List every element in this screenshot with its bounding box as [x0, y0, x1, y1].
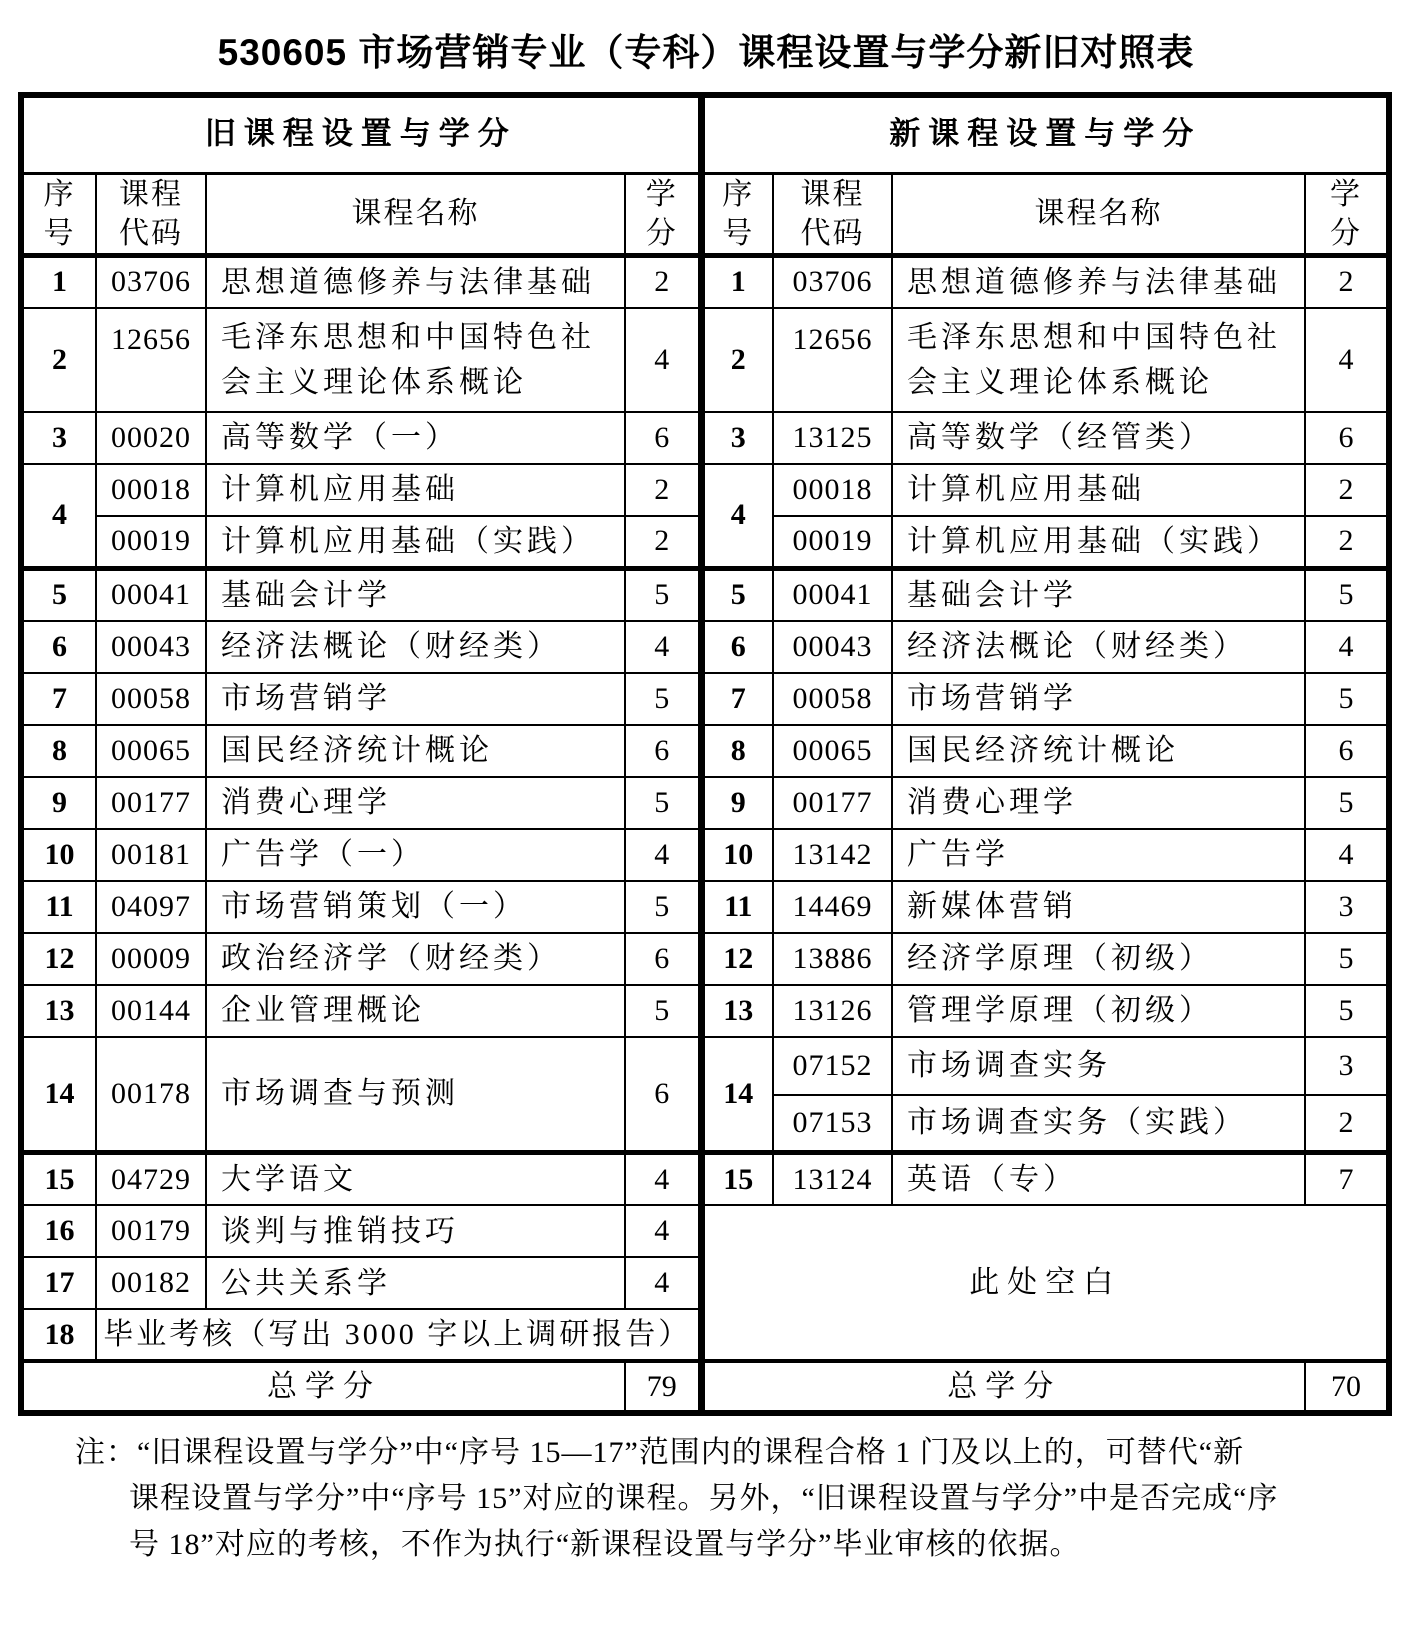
- new-r14a-code: 07152: [773, 1037, 892, 1095]
- new-r13-name: 管理学原理（初级）: [892, 985, 1305, 1037]
- new-r10-no: 10: [701, 829, 773, 881]
- old-r6-credit: 4: [625, 621, 701, 673]
- table-row: [21, 881, 1389, 933]
- table-row: [21, 777, 1389, 829]
- old-r12-name: 政治经济学（财经类）: [206, 933, 625, 985]
- old-col-header-no: 序号: [21, 173, 96, 255]
- old-r14-code: 00178: [96, 1037, 206, 1153]
- new-r1-name: 思想道德修养与法律基础: [892, 255, 1305, 308]
- old-r11-name: 市场营销策划（一）: [206, 881, 625, 933]
- old-r12-no: 12: [21, 933, 96, 985]
- table-row: [21, 1153, 1389, 1206]
- new-r5-name: 基础会计学: [892, 568, 1305, 621]
- new-r12-credit: 5: [1305, 933, 1389, 985]
- old-r4a-name: 计算机应用基础: [206, 464, 625, 516]
- table-row: [21, 464, 1389, 516]
- old-r3-no: 3: [21, 412, 96, 464]
- old-total-label: 总学分: [21, 1361, 625, 1413]
- old-r13-code: 00144: [96, 985, 206, 1037]
- table-row: [21, 412, 1389, 464]
- table-row: [21, 568, 1389, 621]
- new-r9-code: 00177: [773, 777, 892, 829]
- old-r4b-credit: 2: [625, 516, 701, 569]
- new-r8-no: 8: [701, 725, 773, 777]
- new-r5-credit: 5: [1305, 568, 1389, 621]
- old-r8-name: 国民经济统计概论: [206, 725, 625, 777]
- table-row: [21, 255, 1389, 308]
- new-r4a-credit: 2: [1305, 464, 1389, 516]
- footnote-line-2: 课程设置与学分”中“序号 15”对应的课程。另外，“旧课程设置与学分”中是否完成“序: [129, 1482, 1279, 1515]
- total-row: [21, 1361, 1389, 1413]
- old-r6-no: 6: [21, 621, 96, 673]
- old-r17-code: 00182: [96, 1257, 206, 1309]
- new-r2-credit: 4: [1305, 308, 1389, 412]
- old-total-value: 79: [625, 1361, 701, 1413]
- old-r1-credit: 2: [625, 255, 701, 308]
- new-r7-code: 00058: [773, 673, 892, 725]
- new-r2-code: 12656: [773, 308, 892, 412]
- new-blank-cell: 此处空白: [701, 1205, 1389, 1361]
- old-r16-credit: 4: [625, 1205, 701, 1257]
- new-r13-code: 13126: [773, 985, 892, 1037]
- new-r5-code: 00041: [773, 568, 892, 621]
- old-r2-code: 12656: [96, 308, 206, 412]
- old-r10-code: 00181: [96, 829, 206, 881]
- old-col-header-code: 课程代码: [96, 173, 206, 255]
- old-r1-no: 1: [21, 255, 96, 308]
- new-r12-code: 13886: [773, 933, 892, 985]
- old-r4-no: 4: [21, 464, 96, 569]
- new-r14b-name: 市场调查实务（实践）: [892, 1095, 1305, 1153]
- old-r9-code: 00177: [96, 777, 206, 829]
- old-r6-name: 经济法概论（财经类）: [206, 621, 625, 673]
- old-r4a-code: 00018: [96, 464, 206, 516]
- old-r15-no: 15: [21, 1153, 96, 1206]
- table-row: [21, 673, 1389, 725]
- new-r14-no: 14: [701, 1037, 773, 1153]
- new-r14a-name: 市场调查实务: [892, 1037, 1305, 1095]
- page-title: 530605 市场营销专业（专科）课程设置与学分新旧对照表: [217, 32, 1195, 73]
- new-r4a-code: 00018: [773, 464, 892, 516]
- old-r13-credit: 5: [625, 985, 701, 1037]
- old-col-header-name: 课程名称: [206, 173, 625, 255]
- new-r13-credit: 5: [1305, 985, 1389, 1037]
- new-r15-credit: 7: [1305, 1153, 1389, 1206]
- old-r13-name: 企业管理概论: [206, 985, 625, 1037]
- new-r4b-credit: 2: [1305, 516, 1389, 569]
- old-r7-no: 7: [21, 673, 96, 725]
- new-r1-credit: 2: [1305, 255, 1389, 308]
- new-r2-no: 2: [701, 308, 773, 412]
- new-r6-credit: 4: [1305, 621, 1389, 673]
- table-row: [21, 725, 1389, 777]
- table-row: [21, 985, 1389, 1037]
- old-col-header-credit: 学分: [625, 173, 701, 255]
- new-total-label: 总学分: [701, 1361, 1305, 1413]
- new-r7-name: 市场营销学: [892, 673, 1305, 725]
- old-r10-credit: 4: [625, 829, 701, 881]
- new-r7-no: 7: [701, 673, 773, 725]
- new-r1-code: 03706: [773, 255, 892, 308]
- new-r6-no: 6: [701, 621, 773, 673]
- old-r15-credit: 4: [625, 1153, 701, 1206]
- new-r4-no: 4: [701, 464, 773, 569]
- new-r14b-credit: 2: [1305, 1095, 1389, 1153]
- old-r10-name: 广告学（一）: [206, 829, 625, 881]
- old-r2-name: 毛泽东思想和中国特色社会主义理论体系概论: [206, 308, 625, 412]
- new-r8-code: 00065: [773, 725, 892, 777]
- new-r3-name: 高等数学（经管类）: [892, 412, 1305, 464]
- new-r12-name: 经济学原理（初级）: [892, 933, 1305, 985]
- new-r14b-code: 07153: [773, 1095, 892, 1153]
- new-r14a-credit: 3: [1305, 1037, 1389, 1095]
- new-total-value: 70: [1305, 1361, 1389, 1413]
- old-r12-code: 00009: [96, 933, 206, 985]
- new-r3-credit: 6: [1305, 412, 1389, 464]
- new-r4a-name: 计算机应用基础: [892, 464, 1305, 516]
- footnote: [75, 1430, 1355, 1568]
- old-r7-credit: 5: [625, 673, 701, 725]
- new-r15-no: 15: [701, 1153, 773, 1206]
- new-r11-code: 14469: [773, 881, 892, 933]
- new-r8-name: 国民经济统计概论: [892, 725, 1305, 777]
- new-r10-code: 13142: [773, 829, 892, 881]
- old-r11-code: 04097: [96, 881, 206, 933]
- old-r7-name: 市场营销学: [206, 673, 625, 725]
- old-r4b-name: 计算机应用基础（实践）: [206, 516, 625, 569]
- old-r15-code: 04729: [96, 1153, 206, 1206]
- new-r9-name: 消费心理学: [892, 777, 1305, 829]
- new-r1-no: 1: [701, 255, 773, 308]
- new-section-header: 新课程设置与学分: [701, 95, 1389, 173]
- new-r9-credit: 5: [1305, 777, 1389, 829]
- new-r6-code: 00043: [773, 621, 892, 673]
- new-r4b-code: 00019: [773, 516, 892, 569]
- old-r1-name: 思想道德修养与法律基础: [206, 255, 625, 308]
- old-r17-credit: 4: [625, 1257, 701, 1309]
- new-col-header-code: 课程代码: [773, 173, 892, 255]
- new-r13-no: 13: [701, 985, 773, 1037]
- old-r17-name: 公共关系学: [206, 1257, 625, 1309]
- new-col-header-name: 课程名称: [892, 173, 1305, 255]
- old-r9-credit: 5: [625, 777, 701, 829]
- old-r7-code: 00058: [96, 673, 206, 725]
- old-r1-code: 03706: [96, 255, 206, 308]
- old-r12-credit: 6: [625, 933, 701, 985]
- old-r5-credit: 5: [625, 568, 701, 621]
- old-r5-no: 5: [21, 568, 96, 621]
- old-r4a-credit: 2: [625, 464, 701, 516]
- new-r11-name: 新媒体营销: [892, 881, 1305, 933]
- new-r6-name: 经济法概论（财经类）: [892, 621, 1305, 673]
- table-row: [21, 308, 1389, 412]
- old-r15-name: 大学语文: [206, 1153, 625, 1206]
- old-r13-no: 13: [21, 985, 96, 1037]
- old-r3-name: 高等数学（一）: [206, 412, 625, 464]
- old-r18-no: 18: [21, 1309, 96, 1361]
- new-r15-name: 英语（专）: [892, 1153, 1305, 1206]
- new-r8-credit: 6: [1305, 725, 1389, 777]
- comparison-table: [18, 92, 1392, 1416]
- new-r4b-name: 计算机应用基础（实践）: [892, 516, 1305, 569]
- old-r8-code: 00065: [96, 725, 206, 777]
- old-r4b-code: 00019: [96, 516, 206, 569]
- new-col-header-no: 序号: [701, 173, 773, 255]
- new-r10-name: 广告学: [892, 829, 1305, 881]
- old-r11-no: 11: [21, 881, 96, 933]
- new-r2-name: 毛泽东思想和中国特色社会主义理论体系概论: [892, 308, 1305, 412]
- new-r3-no: 3: [701, 412, 773, 464]
- old-r2-credit: 4: [625, 308, 701, 412]
- old-r3-credit: 6: [625, 412, 701, 464]
- table-row: [21, 1037, 1389, 1095]
- new-r3-code: 13125: [773, 412, 892, 464]
- new-r7-credit: 5: [1305, 673, 1389, 725]
- old-r14-no: 14: [21, 1037, 96, 1153]
- old-r6-code: 00043: [96, 621, 206, 673]
- new-r12-no: 12: [701, 933, 773, 985]
- old-r14-name: 市场调查与预测: [206, 1037, 625, 1153]
- new-col-header-credit: 学分: [1305, 173, 1389, 255]
- old-r9-no: 9: [21, 777, 96, 829]
- old-section-header: 旧课程设置与学分: [21, 95, 701, 173]
- new-r5-no: 5: [701, 568, 773, 621]
- old-r5-name: 基础会计学: [206, 568, 625, 621]
- old-r5-code: 00041: [96, 568, 206, 621]
- new-r15-code: 13124: [773, 1153, 892, 1206]
- old-r16-code: 00179: [96, 1205, 206, 1257]
- old-r16-name: 谈判与推销技巧: [206, 1205, 625, 1257]
- footnote-line-3: 号 18”对应的考核，不作为执行“新课程设置与学分”毕业审核的依据。: [129, 1528, 1081, 1561]
- old-r17-no: 17: [21, 1257, 96, 1309]
- new-r11-no: 11: [701, 881, 773, 933]
- new-r11-credit: 3: [1305, 881, 1389, 933]
- old-r14-credit: 6: [625, 1037, 701, 1153]
- old-r11-credit: 5: [625, 881, 701, 933]
- new-r9-no: 9: [701, 777, 773, 829]
- table-row: [21, 621, 1389, 673]
- footnote-line-1: 注：“旧课程设置与学分”中“序号 15—17”范围内的课程合格 1 门及以上的，可替代“新: [75, 1436, 1245, 1469]
- old-r16-no: 16: [21, 1205, 96, 1257]
- new-r10-credit: 4: [1305, 829, 1389, 881]
- table-row: [21, 1205, 1389, 1257]
- old-r3-code: 00020: [96, 412, 206, 464]
- old-r8-no: 8: [21, 725, 96, 777]
- old-r8-credit: 6: [625, 725, 701, 777]
- old-r9-name: 消费心理学: [206, 777, 625, 829]
- table-row: [21, 933, 1389, 985]
- table-row: [21, 829, 1389, 881]
- old-r2-no: 2: [21, 308, 96, 412]
- old-r10-no: 10: [21, 829, 96, 881]
- old-r18-graduation-exam: 毕业考核（写出 3000 字以上调研报告）: [96, 1309, 701, 1361]
